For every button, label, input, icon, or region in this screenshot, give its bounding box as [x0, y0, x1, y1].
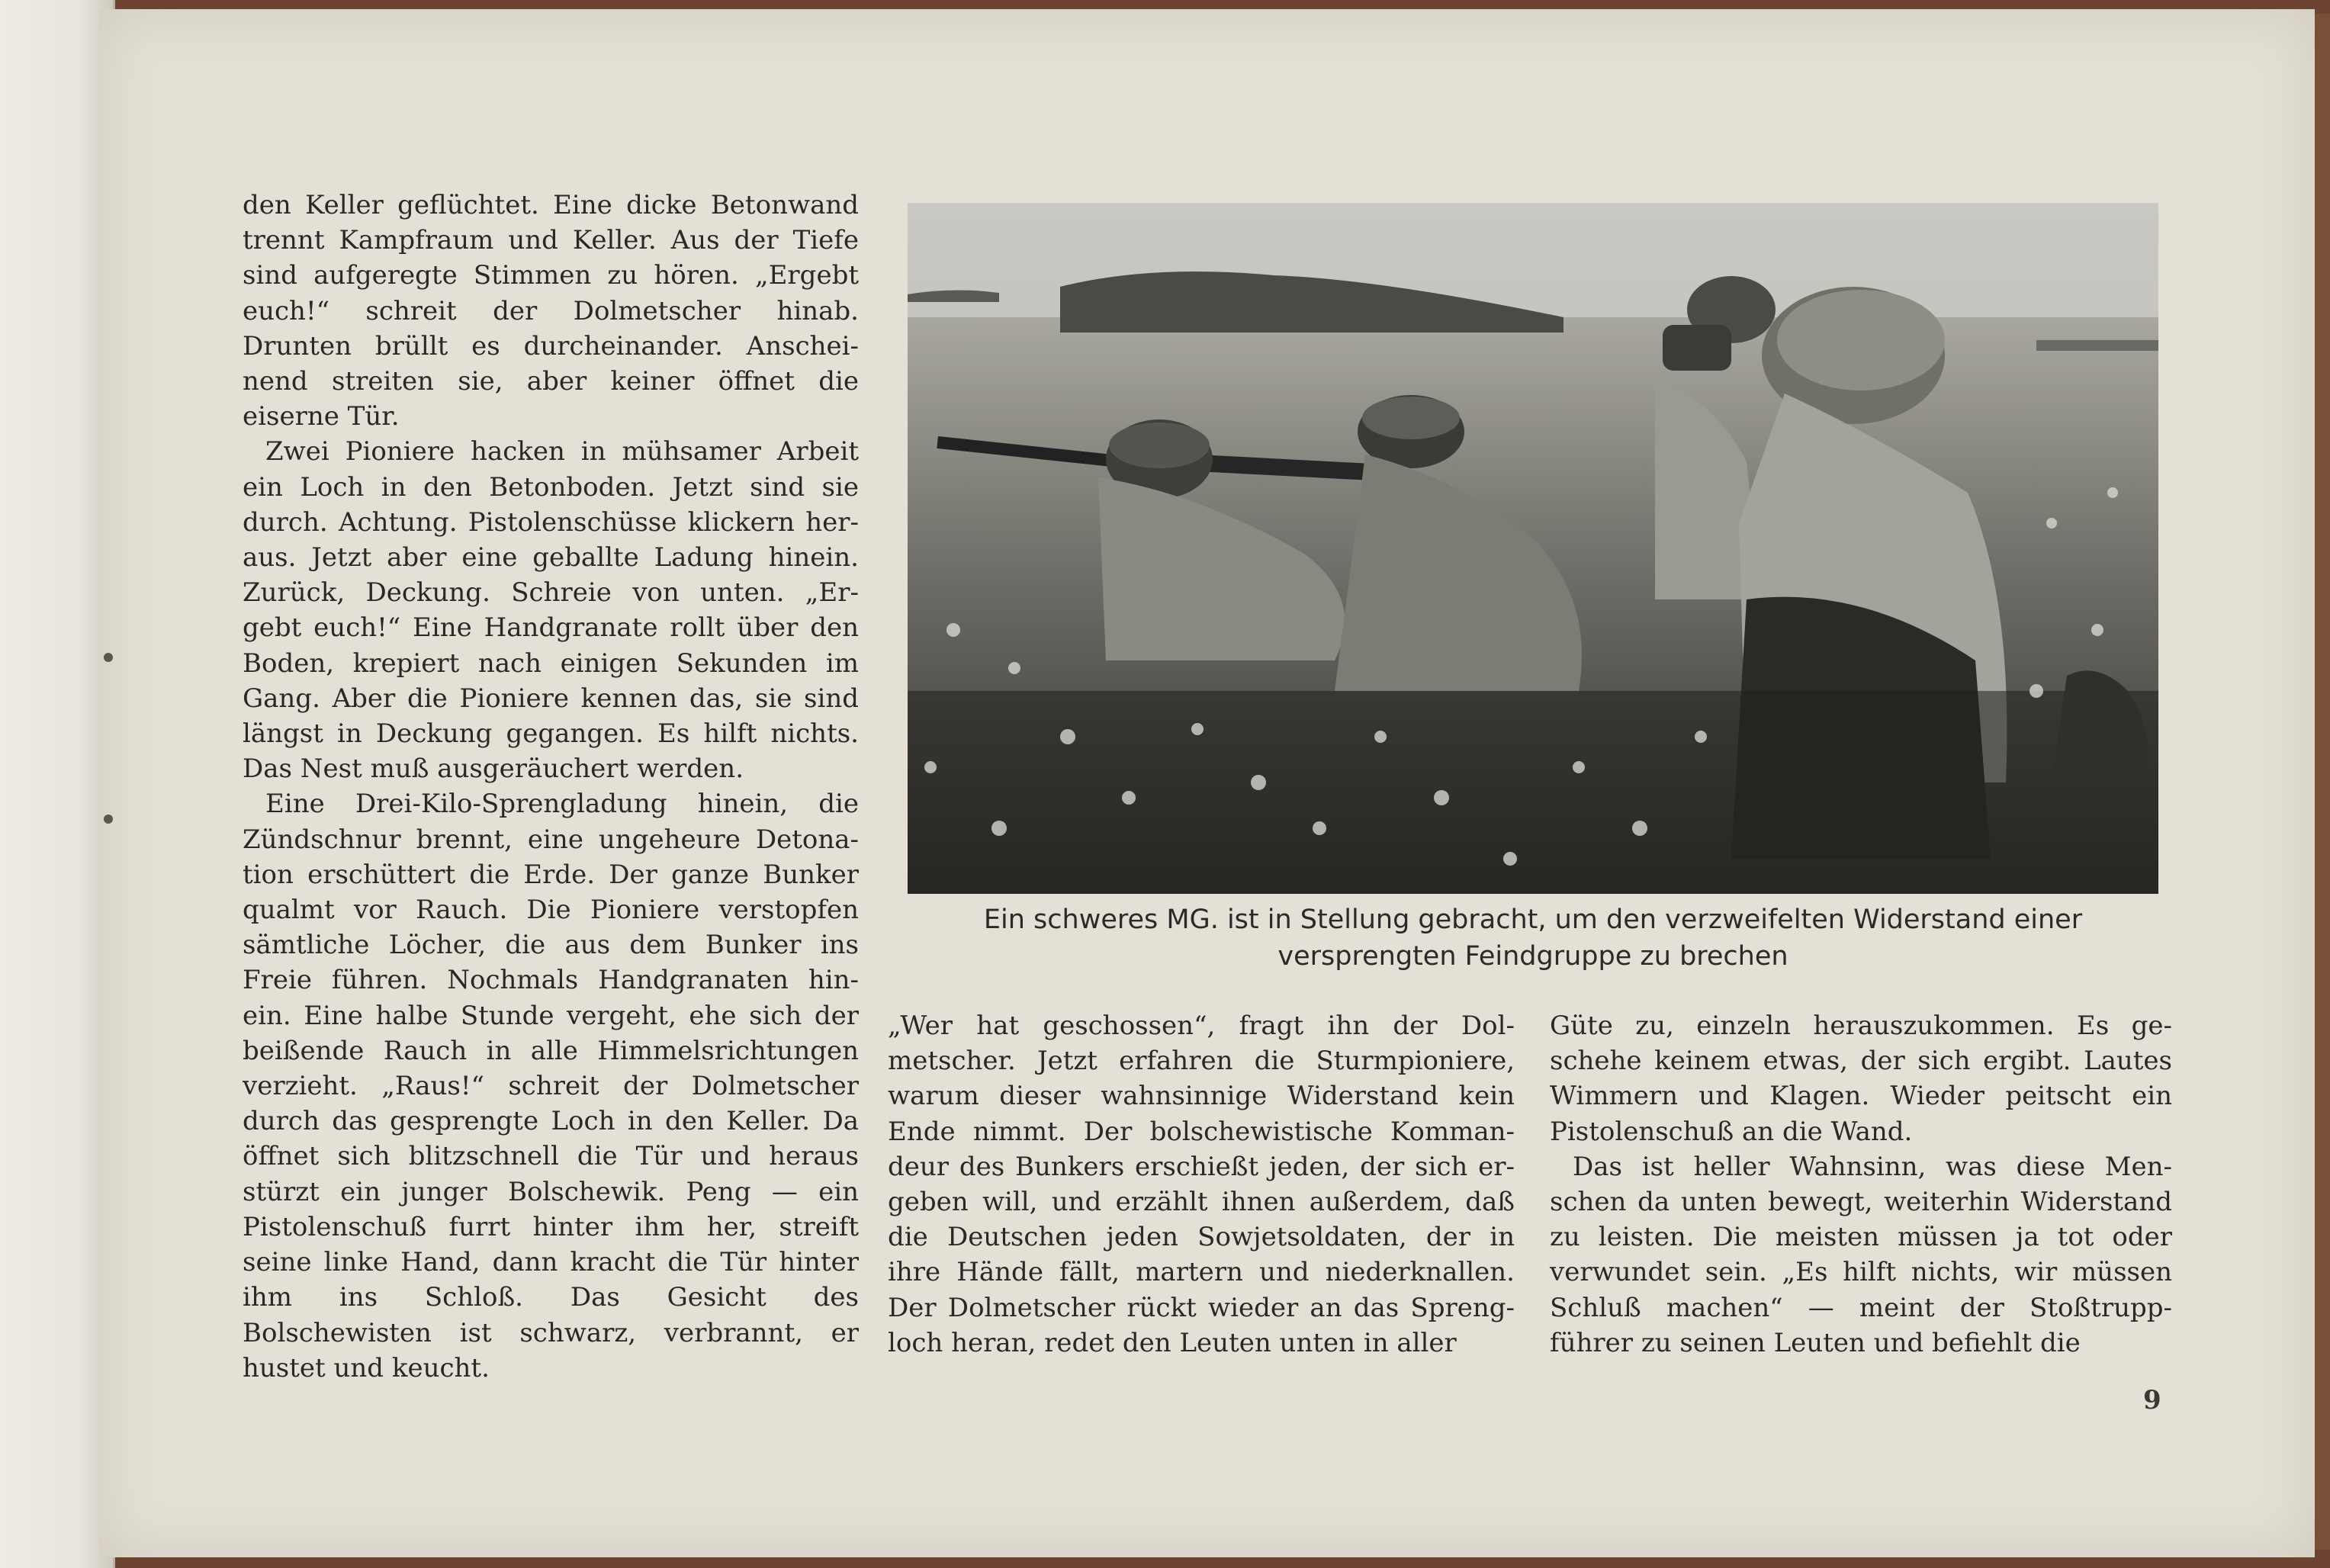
- caption-line: versprengten Feindgruppe zu brechen: [1277, 941, 1788, 972]
- binding-staple-bottom: [104, 815, 113, 824]
- paragraph: Güte zu, einzeln herauszukommen. Es ge- schehe keinem etwas, der sich ergibt. Lautes Wimmern und Klagen. Wieder peitscht ein Pistolenschuß an die Wand.: [1550, 1011, 2172, 1147]
- binding-staple-top: [104, 653, 113, 662]
- photo-soldiers-machine-gun: [908, 203, 2158, 894]
- page-number: 9: [2143, 1385, 2161, 1415]
- caption-line: Ein schweres MG. ist in Stellung gebracht, um den verzweifelten Widerstand einer: [983, 904, 2083, 935]
- text-column-right: [1550, 1008, 2172, 1361]
- paragraph: den Keller geflüchtet. Eine dicke Betonwand trennt Kampfraum und Keller. Aus der Tiefe sind aufgeregte Stimmen zu hören. „Ergebt euch!“ schreit der Dolmetscher hinab. Drunten brüllt es durcheinander. Anschei- nend streiten sie, aber keiner öffnet die eiserne Tür.: [243, 190, 859, 432]
- paragraph: Zwei Pioniere hacken in mühsamer Arbeit ein Loch in den Betonboden. Jetzt sind sie durch. Achtung. Pistolenschüsse klickern her- aus. Jetzt aber eine geballte Ladung hinein. Zurück, Deckung. Schreie von unten. „Er- gebt euch!“ Eine Handgranate rollt über den Boden, krepiert nach einigen Sekunden im Gang. Aber die Pioniere kennen das, sie sind längst in Deckung gegangen. Es hilft nichts. Das Nest muß ausgeräuchert werden.: [243, 436, 859, 785]
- paragraph: Das ist heller Wahnsinn, was diese Men- schen da unten bewegt, weiterhin Widerstand zu leisten. Die meisten müssen ja tot oder verwundet sein. „Es hilft nichts, wir müssen Schluß machen“ — meint der Stoßtrupp- führer zu seinen Leuten und befiehlt die: [1550, 1151, 2172, 1358]
- text-column-left: [243, 188, 859, 1386]
- photo-caption: [908, 901, 2158, 975]
- paragraph: „Wer hat geschossen“, fragt ihn der Dol- metscher. Jetzt erfahren die Sturmpioniere, warum dieser wahnsinnige Widerstand kein Ende nimmt. Der bolschewistische Komman- deur des Bunkers erschießt jeden, der sich er- geben will, und erzählt ihnen außerdem, daß die Deutschen jeden Sowjetsoldaten, der in ihre Hände fällt, martern und niederknallen. Der Dolmetscher rückt wieder an das Spreng- loch heran, redet den Leuten unten in aller: [888, 1011, 1515, 1358]
- paragraph: Eine Drei-Kilo-Sprengladung hinein, die Zündschnur brennt, eine ungeheure Detona- tion erschüttert die Erde. Der ganze Bunker qualmt vor Rauch. Die Pioniere verstopfen sämtliche Löcher, die aus dem Bunker ins Freie führen. Nochmals Handgranaten hin- ein. Eine halbe Stunde vergeht, ehe sich der beißende Rauch in alle Himmelsrichtungen verzieht. „Raus!“ schreit der Dolmetscher durch das gesprengte Loch in den Keller. Da öffnet sich blitzschnell die Tür und heraus stürzt ein junger Bolschewik. Peng — ein Pistolenschuß furrt hinter ihm her, streift seine linke Hand, dann kracht die Tür hinter ihm ins Schloß. Das Gesicht des Bolschewisten ist schwarz, verbrannt, er hustet und keucht.: [243, 789, 859, 1383]
- text-column-middle: [888, 1008, 1515, 1361]
- previous-page-edge: [0, 0, 115, 1568]
